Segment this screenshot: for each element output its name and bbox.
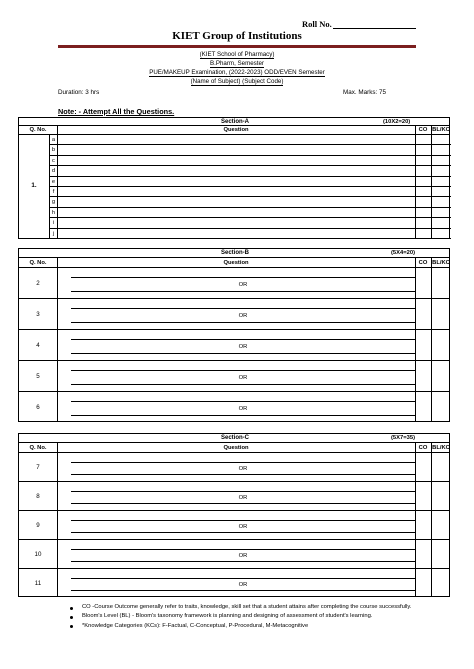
col-divider (57, 126, 58, 239)
answer-line (71, 590, 415, 591)
col-qno: Q. No. (29, 444, 47, 451)
roll-no-label: Roll No. (302, 19, 332, 29)
or-label: OR (238, 281, 248, 288)
subpart-label: e (51, 178, 56, 185)
or-label: OR (238, 343, 248, 350)
col-bl: BL/KC (432, 444, 450, 451)
col-question: Question (223, 127, 249, 133)
answer-line (71, 339, 415, 340)
max-marks: Max. Marks: 75 (343, 89, 387, 96)
col-divider (431, 443, 432, 597)
footnote-kc: *Knowledge Categories (KCs): F-Factual, C-Conceptual, P-Procedural, M-Metacognitive (70, 623, 420, 630)
section-c-table (18, 433, 450, 597)
subpart-label: b (51, 147, 56, 154)
col-divider (415, 258, 416, 422)
question-number: 8 (36, 492, 40, 500)
section-b-column-row (19, 258, 449, 268)
or-label: OR (238, 374, 248, 381)
answer-line (71, 415, 415, 416)
section-a-header-row (19, 118, 449, 126)
or-label: OR (238, 405, 248, 412)
question-number: 9 (36, 521, 40, 529)
answer-line (71, 462, 415, 463)
col-divider (415, 126, 416, 239)
answer-line (71, 532, 415, 533)
subpart-row (49, 197, 451, 207)
or-label: OR (238, 494, 248, 501)
subpart-label: h (51, 209, 56, 216)
subject-line: (Name of Subject) (Subject Code) (190, 78, 284, 85)
section-a-marks: (10X2=20) (383, 118, 411, 125)
footnotes (70, 604, 420, 632)
subpart-row (49, 208, 451, 218)
section-c-title: Section-C (220, 435, 249, 441)
col-co: CO (418, 444, 428, 451)
answer-line (71, 384, 415, 385)
col-question: Question (223, 259, 249, 266)
question-number: 5 (36, 372, 40, 380)
footnote-co: CO -Course Outcome generally refer to traits, knowledge, skill set that a student attains after completing the course successfully. (70, 604, 420, 611)
answer-line (71, 291, 415, 292)
subpart-label: g (51, 199, 56, 206)
answer-line (71, 561, 415, 562)
section-b-header-row (19, 249, 449, 258)
subpart-label: f (52, 189, 55, 195)
question-number: 6 (36, 403, 40, 411)
answer-line (71, 277, 415, 278)
col-co: CO (418, 127, 428, 133)
program-line: B.Pharm, Semester (210, 60, 264, 67)
answer-line (71, 401, 415, 402)
section-b-table (18, 248, 450, 422)
title-rule (58, 45, 416, 48)
bullet-icon (70, 607, 73, 610)
section-a-column-row (19, 126, 449, 135)
question-number: 4 (36, 341, 40, 349)
or-label: OR (238, 552, 248, 559)
col-bl: BL/KC (432, 259, 450, 266)
col-divider (415, 443, 416, 597)
institution-title: KIET Group of Institutions (172, 30, 302, 42)
col-divider (431, 126, 432, 239)
footnote-bl: Bloom's Level (BL) - Bloom's taxonomy framework is planning and designing of assessment of student's learning. (70, 613, 420, 620)
section-b-title: Section-B (220, 250, 249, 256)
subpart-row (49, 187, 451, 197)
bullet-icon (70, 625, 73, 628)
school-line: (KIET School of Pharmacy) (199, 51, 275, 58)
section-c-marks: (5X7=35) (391, 435, 416, 441)
or-label: OR (238, 523, 248, 530)
subpart-row (49, 135, 451, 145)
answer-line (71, 578, 415, 579)
question-number: 3 (36, 310, 40, 318)
col-question: Question (223, 444, 249, 451)
question-number: 11 (34, 579, 42, 587)
col-qno: Q. No. (29, 127, 47, 133)
or-label: OR (238, 312, 248, 319)
col-divider (431, 258, 432, 422)
col-divider (57, 258, 58, 422)
subpart-label: i (52, 220, 55, 227)
subpart-label: a (51, 137, 56, 143)
answer-line (71, 370, 415, 371)
subpart-row (49, 166, 451, 176)
subpart-row (49, 177, 451, 187)
duration: Duration: 3 hrs (58, 89, 100, 96)
question-number: 10 (34, 550, 42, 558)
col-divider (49, 135, 50, 239)
col-qno: Q. No. (29, 259, 47, 266)
subpart-label: d (51, 168, 56, 175)
subpart-row (49, 145, 451, 155)
answer-line (71, 549, 415, 550)
exam-line: PUE/MAKEUP Examination, (2022-2023) ODD/EVEN Semester (149, 69, 325, 76)
section-b-marks: (5X4=20) (391, 250, 416, 256)
col-bl: BL/KC (432, 127, 450, 133)
section-c-header-row (19, 434, 449, 443)
answer-line (71, 308, 415, 309)
instructions-note: Note: - Attempt All the Questions. (58, 107, 175, 116)
section-c-column-row (19, 443, 449, 453)
or-label: OR (238, 465, 248, 472)
subpart-row (49, 229, 451, 239)
answer-line (71, 491, 415, 492)
bullet-icon (70, 616, 73, 619)
answer-line (71, 520, 415, 521)
col-co: CO (418, 259, 428, 266)
section-a-table (18, 117, 450, 239)
or-label: OR (238, 581, 248, 588)
section-a-title: Section-A (220, 118, 249, 125)
subpart-row (49, 156, 451, 166)
subpart-row (49, 218, 451, 228)
answer-line (71, 322, 415, 323)
answer-line (71, 353, 415, 354)
question-number: 7 (36, 463, 40, 471)
roll-no-line (333, 28, 416, 29)
question-number: 2 (36, 279, 40, 287)
answer-line (71, 474, 415, 475)
subpart-label: j (52, 230, 55, 237)
subpart-label: c (52, 157, 55, 164)
answer-line (71, 503, 415, 504)
section-a-qnum: 1. (31, 182, 37, 189)
col-divider (57, 443, 58, 597)
